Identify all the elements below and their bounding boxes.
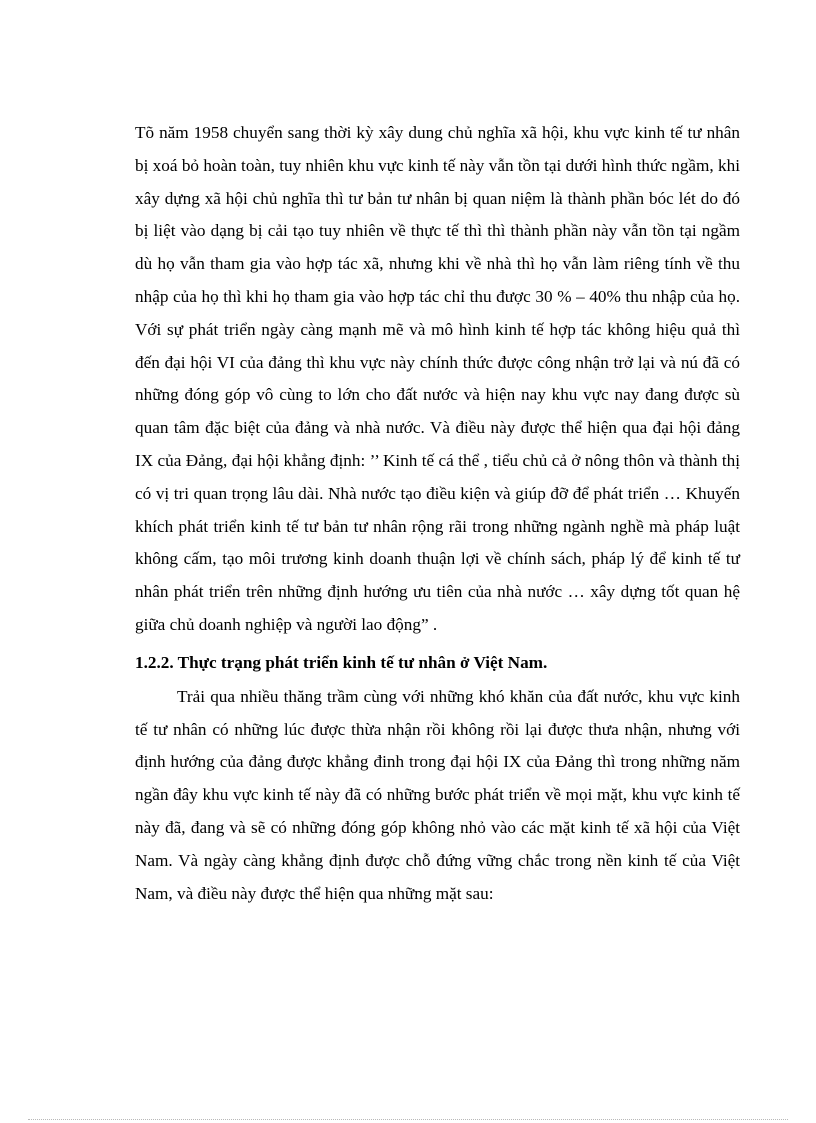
section-heading: 1.2.2. Thực trạng phát triển kinh tế tư nhân ở Việt Nam. <box>135 652 548 672</box>
paragraph-history: Tõ năm 1958 chuyển sang thời kỳ xây dung chủ nghĩa xã hội, khu vực kinh tế tư nhân bị xoá bỏ hoàn toàn, tuy nhiên khu vực kinh tế này vẫn tồn tại dưới hình thức ngầm, khi xây dựng xã hội chủ nghĩa thì tư bản tư nhân bị quan niệm là thành phần bóc lét do đó bị liệt vào dạng bị cải tạo tuy nhiên về thực tế thì thì thành phần này vẫn tồn tại ngầm dù họ vẫn tham gia vào hợp tác xã, nhưng khi về nhà thì họ vẫn làm riêng tính về thu nhập của họ thì khi họ tham gia vào hợp tác chỉ thu được 30 % – 40% thu nhập của họ. Với sự phát triển ngày càng mạnh mẽ và mô hình kinh tế hợp tác không hiệu quả thì đến đại hội VI của đảng thì khu vực này chính thức được công nhận trở lại và nú đã có những đóng góp vô cùng to lớn cho đất nước và hiện nay khu vực nay đang được sù quan tâm đặc biệt của đảng và nhà nước. Và điều này được thể hiện qua đại hội đảng IX của Đảng, đại hội khẳng định: ’’ Kinh tế cá thể , tiểu chủ cả ở nông thôn và thành thị có vị tri quan trọng lâu dài. Nhà nước tạo điều kiện và giúp đỡ để phát triển … Khuyến khích phát triển kinh tế tư bản tư nhân rộng rãi trong những ngành nghề mà pháp luật không cấm, tạo môi trương kinh doanh thuận lợi về chính sách, pháp lý để kinh tế tư nhân phát triển trên những định hướng ưu tiên của nhà nước … xây dựng tốt quan hệ giữa chủ doanh nghiệp và người lao động” . <box>135 123 740 634</box>
paragraph-current-state: Trải qua nhiều thăng trầm cùng với những khó khăn của đất nước, khu vực kinh tế tư nhân có những lúc được thừa nhận rồi không rồi lại được thưa nhận, nhưng với định hướng của đảng được khẳng đinh trong đại hội IX của Đảng thì trong những năm ngần đây khu vực kinh tế này đã có những bước phát triển về mọi mặt, khu vực kinh tế này đã, đang và sẽ có những đóng góp không nhỏ vào các mặt kinh tế xã hội của Việt Nam. Và ngày càng khẳng định được chỗ đứng vững chắc trong nền kinh tế của Việt Nam, và điều này được thể hiện qua những mặt sau: <box>135 686 740 903</box>
document-body <box>135 117 740 910</box>
page-bottom-divider <box>28 1119 788 1120</box>
